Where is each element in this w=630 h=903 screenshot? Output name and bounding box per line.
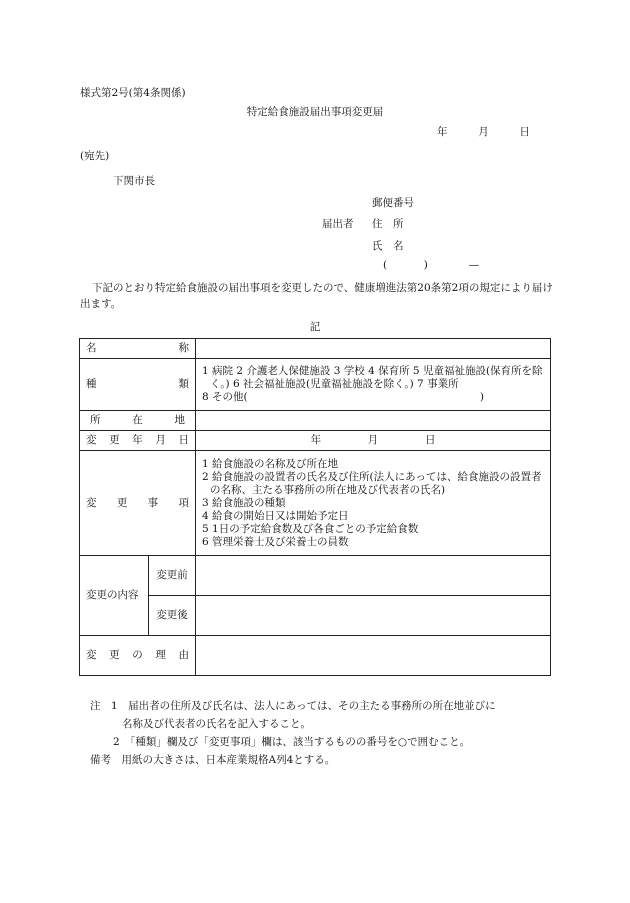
phone-open-paren: ( — [383, 259, 388, 271]
change-item: 4 給食の開始日又は開始予定日 — [202, 509, 349, 522]
before-field[interactable] — [196, 556, 551, 596]
change-form-table — [79, 338, 551, 676]
name-label: 氏 名 — [372, 240, 404, 252]
form-number: 様式第2号(第4条関係) — [80, 87, 186, 99]
note-2: 2 「種類」欄及び「変更事項」欄は、該当するものの番号を○で囲むこと。 — [113, 736, 471, 748]
date-year: 年 — [437, 126, 448, 138]
address-label: 住 所 — [372, 218, 404, 230]
submission-date — [437, 124, 530, 139]
intro-paragraph: 下記のとおり特定給食施設の届出事項を変更したので、健康増進法第20条第2項の規定により届け出ます。 — [80, 282, 553, 310]
row-change-date — [80, 431, 551, 451]
change-item: 6 管理栄養士及び栄養士の員数 — [202, 535, 349, 548]
facility-name-field[interactable] — [196, 339, 551, 359]
after-field[interactable] — [196, 596, 551, 636]
row-change-reason — [80, 636, 551, 676]
document-title: 特定給食施設届出事項変更届 — [246, 106, 384, 118]
location-field[interactable] — [196, 411, 551, 431]
facility-type-options[interactable]: 1 病院 2 介護老人保健施設 3 学校 4 保育所 5 児童福祉施設(保育所を除く。) 6 社会福祉施設(児童福祉施設を除く。) 7 事業所 8 その他( ) — [196, 359, 551, 411]
change-content-label: 変更の内容 — [80, 556, 149, 636]
before-label: 変更前 — [149, 556, 196, 596]
row-location — [80, 411, 551, 431]
ki-heading: 記 — [309, 321, 321, 333]
phone-close-paren: ) — [423, 259, 428, 271]
reason-field[interactable] — [196, 636, 551, 676]
phone-number-line — [383, 259, 479, 271]
change-item: 5 1日の予定給食数及び各食ごとの予定給食数 — [202, 522, 419, 535]
note-1-line-2: 名称及び代表者の氏名を記入すること。 — [122, 718, 311, 730]
remark: 備考 用紙の大きさは、日本産業規格A列4とする。 — [90, 754, 336, 766]
mayor-name: 下関市長 — [113, 175, 155, 187]
row-change-before — [80, 556, 551, 596]
change-item: 2 給食施設の設置者の氏名及び住所(法人にあっては、給食施設の設置者の名称、主たる事務所の所在地及び代表者の氏名) — [202, 470, 542, 496]
postal-code-label: 郵便番号 — [372, 197, 414, 209]
date-day: 日 — [519, 126, 530, 138]
location-label: 所 在 地 — [80, 411, 196, 431]
row-change-after — [80, 596, 551, 636]
phone-dash: — — [468, 259, 480, 271]
reason-label: 変 更 の 理 由 — [80, 636, 196, 676]
facility-type-label: 種 類 — [80, 359, 196, 411]
note-1-line-1: 注 1 届出者の住所及び氏名は、法人にあっては、その主たる事務所の所在地並びに — [90, 700, 496, 712]
change-date-label: 変 更 年 月 日 — [80, 431, 196, 451]
row-change-items — [80, 451, 551, 556]
change-items-list[interactable] — [196, 451, 551, 556]
row-facility-name — [80, 339, 551, 359]
after-label: 変更後 — [149, 596, 196, 636]
date-month: 月 — [478, 126, 489, 138]
notifier-label: 届出者 — [322, 218, 354, 230]
change-item: 1 給食施設の名称及び所在地 — [202, 457, 339, 470]
change-date-field[interactable]: 年 月 日 — [196, 431, 551, 451]
change-item: 3 給食施設の種類 — [202, 496, 286, 509]
change-items-label: 変 更 事 項 — [80, 451, 196, 556]
notes-section — [80, 697, 560, 769]
facility-name-label: 名 称 — [80, 339, 196, 359]
addressee-label: (宛先) — [80, 150, 110, 162]
row-facility-type — [80, 359, 551, 411]
